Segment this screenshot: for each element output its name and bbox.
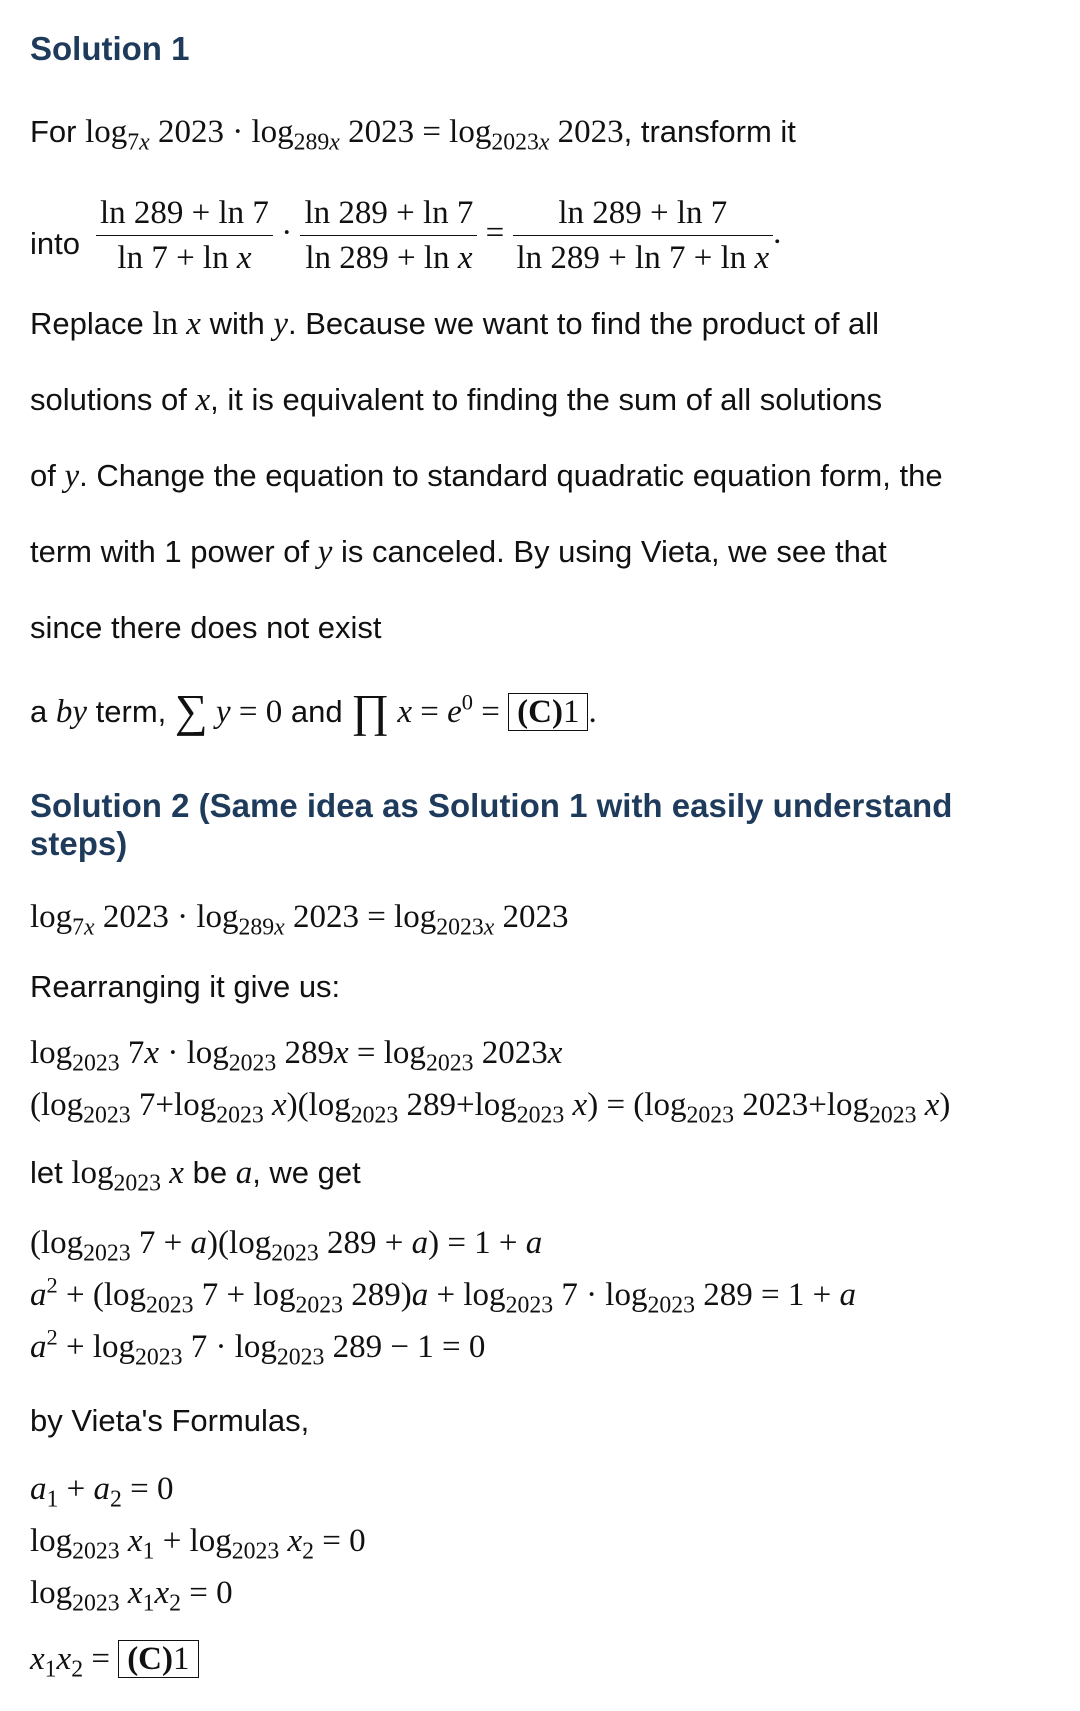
- substituted-line-3: $a^2 + \log_{2023} 7 \cdot \log_{2023} 289 - 1 = 0$: [30, 1324, 486, 1371]
- line-2: solutions of x, it is equivalent to finding the sum of all solutions: [30, 382, 883, 418]
- solution-1-explanation: [30, 286, 1040, 757]
- let-line: let $\log_{2023} x$ be a, we get: [30, 1155, 361, 1197]
- final-answer-line: $x_1x_2 = (C)1$: [30, 1633, 1040, 1685]
- rearranged-line-2: ($\log_{2023}$ $7+\log_{2023}$ $x)(\log_{2023}$ $289+\log_{2023}$ $x) = (\log_{2023}$ $2023+\log_{2023}$ x): [30, 1087, 951, 1129]
- answer-box-2: (C)1: [118, 1640, 198, 1678]
- rearranging-text: Rearranging it give us:: [30, 969, 341, 1004]
- vieta-line-3: $\log_{2023} x_1x_2 = 0$: [30, 1575, 233, 1617]
- vieta-line-2: $\log_{2023} x_1 + \log_{2023} x_2 = 0$: [30, 1523, 366, 1565]
- line-6: a by term, ∑ y = 0 and ∏ $x = e^0 = (C)1$ .: [30, 685, 597, 736]
- line-4: term with 1 power of y is canceled. By using Vieta, we see that: [30, 534, 887, 570]
- solution-1-fraction-row: [30, 184, 1040, 280]
- vieta-line-1: $a_1 + a_2 = 0$: [30, 1471, 174, 1513]
- vieta-text: by Vieta's Formulas,: [30, 1403, 310, 1438]
- solution-2-heading: Solution 2 (Same idea as Solution 1 with easily understand steps): [30, 787, 953, 862]
- transform-label: , transform it: [623, 114, 796, 149]
- product-expression: ∏ $x = e^0 = (C)1$ .: [351, 685, 597, 736]
- solution-1-heading: Solution 1: [30, 30, 190, 67]
- equation-original: $\log_{7x} 2023 \cdot \log_{289x} 2023 = \log_{2023x} 2023$: [85, 114, 624, 156]
- line-1: Replace ln x with y. Because we want to find the product of all: [30, 306, 880, 342]
- into-label: into: [30, 226, 80, 261]
- substituted-line-2: $a^2 + (\log_{2023}$ $7 + \log_{2023} 289)a + \log_{2023} 7 \cdot \log_{2023} 289 = 1 + a$: [30, 1272, 856, 1319]
- sum-expression: ∑ y = 0: [174, 685, 283, 736]
- for-label: For: [30, 114, 77, 149]
- solution-1-intro: [30, 94, 1040, 170]
- equation-fractions: $\frac{\ln 289 + \ln 7}{\text{ln 7 + ln x}}$ · $\frac{\ln 289 + \ln 7}{\text{ln 289 + ln x}}$ = $\frac{\ln 289 + \ln 7}{\text{ln 289 + ln 7 + ln x}}$ .: [96, 191, 781, 280]
- line-5: since there does not exist: [30, 610, 382, 645]
- rearranged-line-1: $\log_{2023} 7x \cdot \log_{2023} 289x = \log_{2023} 2023x$: [30, 1035, 563, 1077]
- solution-2-equation: $\log_{7x} 2023 \cdot \log_{289x} 2023 = \log_{2023x} 2023$: [30, 899, 569, 941]
- answer-box-1: (C)1: [508, 693, 588, 731]
- line-3: of y. Change the equation to standard quadratic equation form, the: [30, 458, 943, 494]
- substituted-line-1: ($\log_{2023}$ $7 + a)(\log_{2023}$ 289 + a) = 1 + a: [30, 1225, 543, 1267]
